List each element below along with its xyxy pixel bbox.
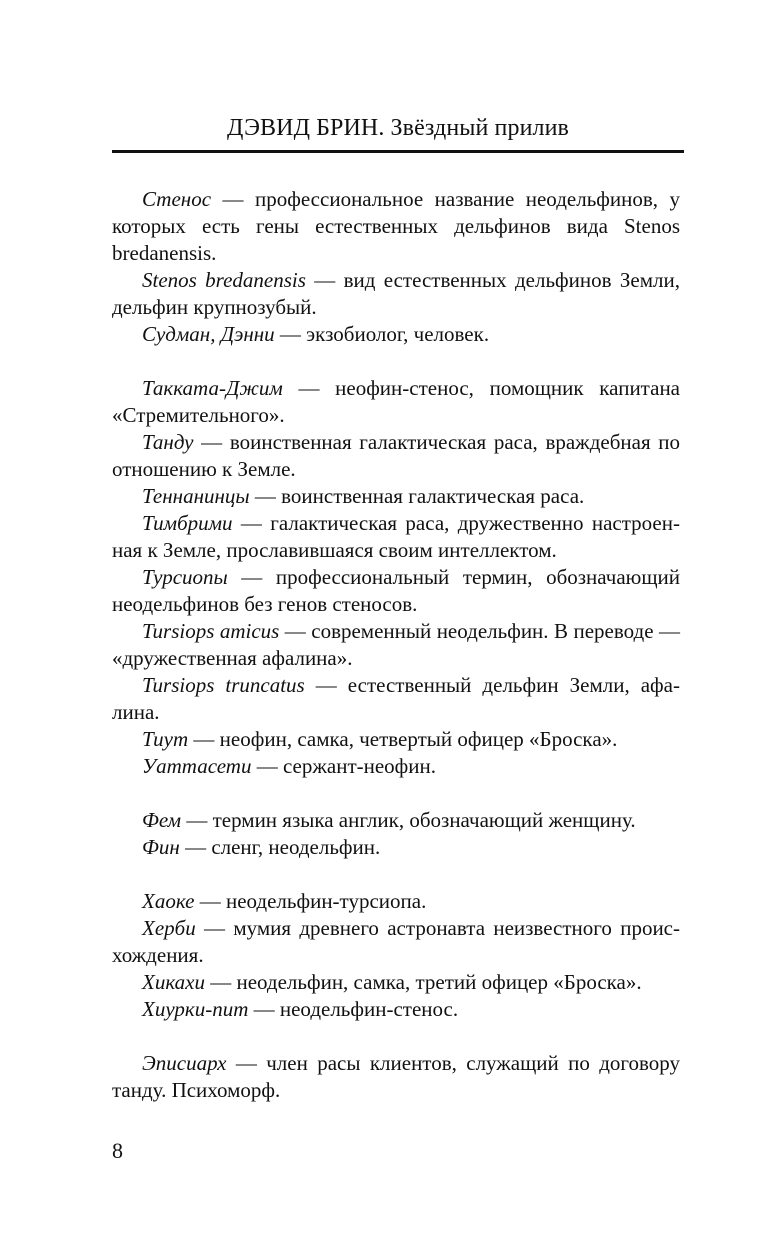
glossary-entry [112, 483, 680, 510]
entry-term: Стенос [142, 187, 212, 211]
glossary-entry [112, 915, 680, 969]
entry-term: Судман, Дэнни [142, 322, 275, 346]
entry-term: Хиурки-пит [142, 997, 249, 1021]
entry-term: Теннанинцы [142, 484, 250, 508]
entry-definition: — член расы клиентов, служащий по договору танду. Психоморф. [112, 1051, 680, 1102]
glossary-entry [112, 834, 680, 861]
glossary-entry [112, 888, 680, 915]
entry-definition: — неофин-стенос, помощник капитана «Стремительного». [112, 376, 680, 427]
glossary-entry [112, 672, 680, 726]
entry-term: Хаоке [142, 889, 195, 913]
entry-definition: — неодельфин, самка, третий офицер «Броска». [204, 970, 642, 994]
glossary-entry [112, 186, 680, 267]
entry-definition: — профессиональное название неодельфинов, у которых есть гены естественных дельфинов вида Stenos bredanensis. [112, 187, 680, 265]
entry-term: Tursiops amicus [142, 619, 280, 643]
entry-definition: — современный неодельфин. В переводе — «дружественная афалина». [112, 619, 680, 670]
glossary-entry [112, 996, 680, 1023]
glossary-entry [112, 969, 680, 996]
entry-definition: — термин языка англик, обозначающий женщину. [181, 808, 636, 832]
glossary-entry [112, 564, 680, 618]
entry-definition: — мумия древнего астронавта неизвестного происхождения. [112, 916, 680, 967]
glossary-entry [112, 267, 680, 321]
header-rule [112, 150, 684, 153]
entry-term: Фем [142, 808, 182, 832]
entry-definition: — воинственная галактическая раса, враждебная по отношению к Земле. [112, 430, 680, 481]
entry-definition: — сержант-неофин. [251, 754, 437, 778]
running-header: ДЭВИД БРИН. Звёздный прилив [227, 115, 569, 141]
glossary-entry [112, 618, 680, 672]
entry-term: Такката-Джим [142, 376, 283, 400]
entry-definition: — воинственная галактическая раса. [249, 484, 585, 508]
glossary-entry [112, 807, 680, 834]
entry-definition: — естественный дельфин Земли, афалина. [112, 673, 680, 724]
entry-term: Танду [142, 430, 194, 454]
glossary-entry [112, 321, 680, 348]
entry-definition: — вид естественных дельфинов Земли, дельфин крупнозубый. [112, 268, 680, 319]
entry-definition: — сленг, неодельфин. [179, 835, 381, 859]
glossary-entry [112, 429, 680, 483]
entry-definition: — галактическая раса, дружественно настроенная к Земле, прославившаяся своим интеллектом. [112, 511, 680, 562]
glossary-body [112, 186, 680, 1104]
entry-term: Хикахи [142, 970, 205, 994]
entry-term: Турсиопы [142, 565, 228, 589]
entry-definition: — профессиональный термин, обозначающий неодельфинов без генов стеносов. [112, 565, 680, 616]
entry-definition: — неодельфин-турсиопа. [194, 889, 427, 913]
entry-term: Stenos bredanensis [142, 268, 306, 292]
glossary-entry [112, 1050, 680, 1104]
entry-definition: — неодельфин-стенос. [248, 997, 459, 1021]
entry-term: Херби [142, 916, 196, 940]
entry-term: Тимбрими [142, 511, 233, 535]
entry-term: Эписиарх [142, 1051, 227, 1075]
entry-term: Тиут [142, 727, 189, 751]
page-number: 8 [112, 1138, 123, 1163]
glossary-entry [112, 753, 680, 780]
glossary-entry [112, 510, 680, 564]
entry-definition: — неофин, самка, четвертый офицер «Броска». [188, 727, 618, 751]
glossary-entry [112, 375, 680, 429]
entry-term: Фин [142, 835, 180, 859]
glossary-entry [112, 726, 680, 753]
entry-definition: — экзобиолог, человек. [274, 322, 490, 346]
entry-term: Tursiops truncatus [142, 673, 305, 697]
entry-term: Уаттасети [142, 754, 252, 778]
